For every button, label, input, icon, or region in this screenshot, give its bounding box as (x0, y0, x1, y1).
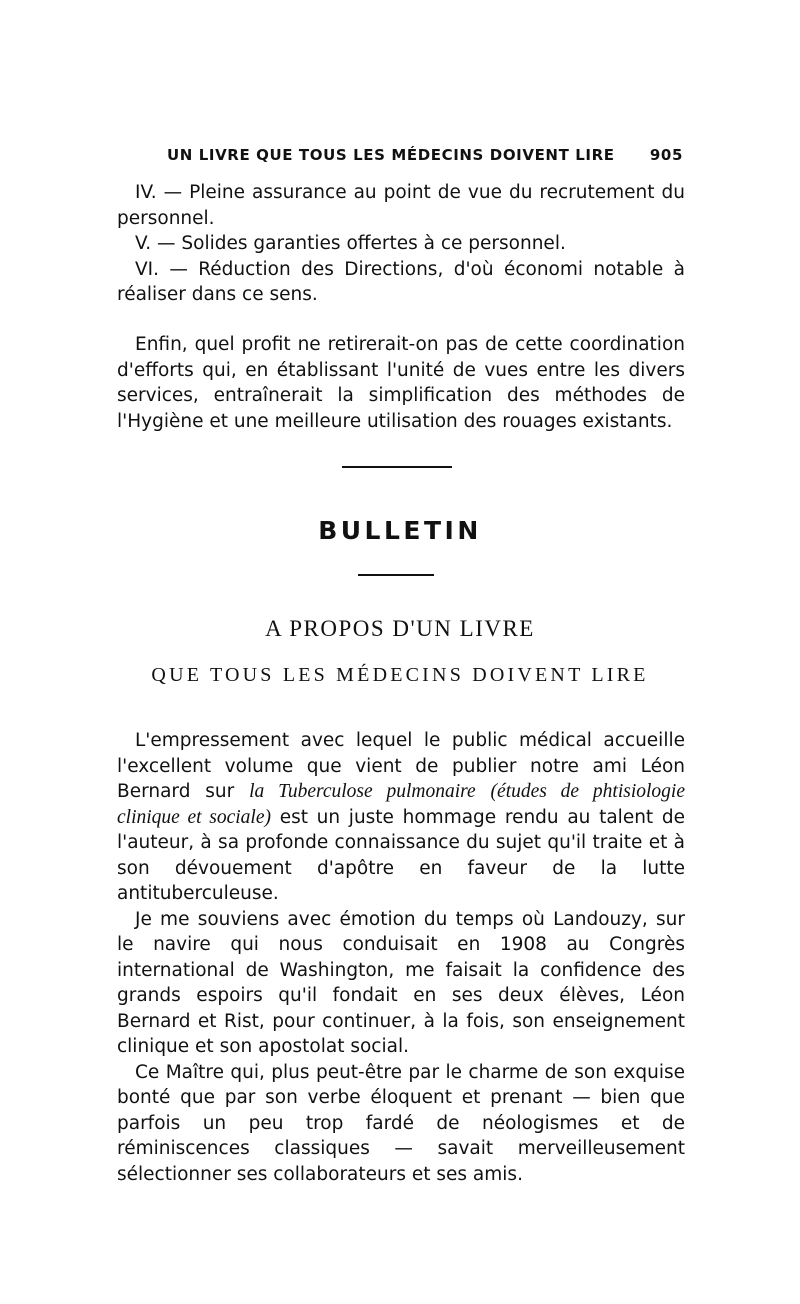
page-number: 905 (649, 146, 683, 164)
body-paragraph (117, 728, 685, 907)
book-title: la Tuberculose pulmonaire (249, 781, 476, 802)
book-subtitle: (études de phtisiologie clinique et sociale) (117, 781, 685, 828)
body-text: L'empressement avec lequel le public médical accueille l'excellent volume que vient de publier notre ami Léon Bernard sur (117, 730, 685, 802)
body-paragraph: Je me souviens avec émotion du temps où Landouzy, sur le navire qui nous conduisait en 1908 au Congrès international de Washington, me faisait la confidence des grands espoirs qu'il fondait en ses deux élèves, Léon Bernard et Rist, pour continuer, à la fois, son enseignement clinique et son apostolat social. (117, 908, 685, 1057)
divider-top (342, 466, 452, 468)
list-item: IV. — Pleine assurance au point de vue du recrutement du personnel. (117, 182, 685, 229)
conclusion-block (117, 332, 685, 434)
divider-bottom (358, 574, 434, 576)
body-paragraph: Ce Maître qui, plus peut-être par le charme de son exquise bonté que par son verbe éloquent et prenant — bien que parfois un peu trop fardé de néologismes et de réminiscences classiques — savait merveilleusement sélectionner ses collaborateurs et ses amis. (117, 1061, 685, 1185)
article-title-line1: A PROPOS D'UN LIVRE (265, 616, 535, 641)
list-item: V. — Solides garanties offertes à ce personnel. (135, 233, 566, 254)
conclusion-paragraph: Enfin, quel profit ne retirerait-on pas de cette coordination d'efforts qui, en établissant l'unité de vues entre les divers services, entraînerait la simplification des méthodes de l'Hygiène et une meilleure utilisation des rouages existants. (117, 334, 685, 432)
running-head (167, 146, 683, 164)
section-heading: BULLETIN (318, 516, 482, 545)
space (476, 781, 491, 802)
running-head-title: UN LIVRE QUE TOUS LES MÉDECINS DOIVENT LIRE (167, 146, 615, 164)
numbered-list (117, 180, 685, 308)
article-body (117, 728, 685, 1187)
body-text: est un juste hommage rendu au talent de l'auteur, à sa profonde connaissance du sujet qu'il traite et à son dévouement d'apôtre en faveur de la lutte antituberculeuse. (117, 806, 685, 904)
list-item: VI. — Réduction des Directions, d'où économi notable à réaliser dans ce sens. (117, 258, 685, 305)
article-title-line2: QUE TOUS LES MÉDECINS DOIVENT LIRE (151, 664, 649, 686)
